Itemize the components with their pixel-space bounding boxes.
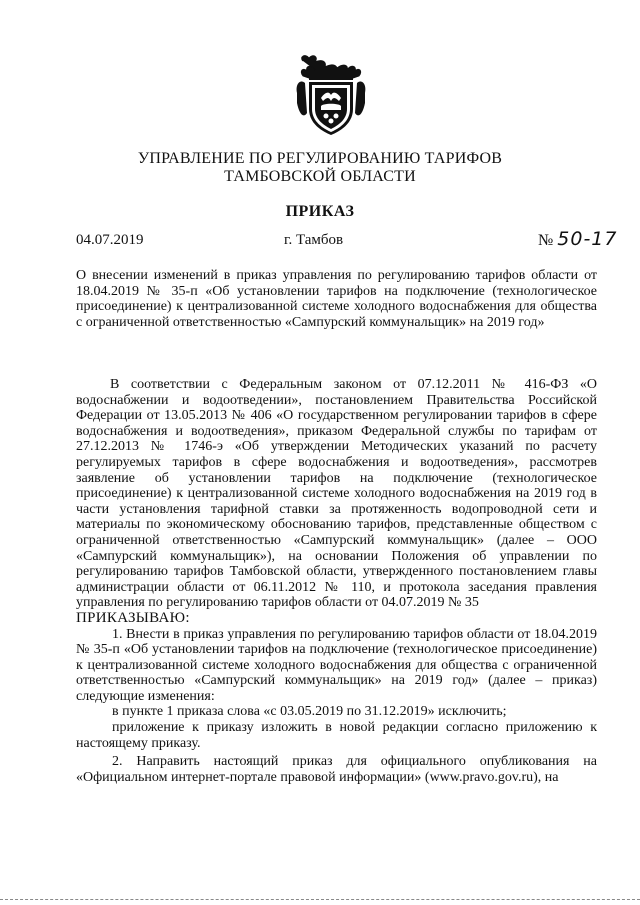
item-1-paragraph: 1. Внести в приказ управления по регулированию тарифов области от 18.04.2019 № 35-п «Об установлении тарифов на подключение (технологическое присоединение) к централизованной системе холодного водоснабжения для общества с ограниченной ответственностью «Сампурский коммунальщик» на 2019 год» (далее – приказ) следующие изменения: (76, 626, 597, 704)
order-body (76, 377, 597, 785)
directive-heading: ПРИКАЗЫВАЮ: (76, 609, 190, 626)
item-1-subpoint-1: в пункте 1 приказа слова «с 03.05.2019 по 31.12.2019» исключить; (112, 704, 507, 720)
organization-name-line2: ТАМБОВСКОЙ ОБЛАСТИ (224, 168, 416, 185)
item-2-paragraph: 2. Направить настоящий приказ для официального опубликования на «Официальном интернет-портале правовой информации» (www.pravo.gov.ru), на (76, 754, 597, 785)
order-number (538, 228, 617, 250)
document-type-title: ПРИКАЗ (285, 203, 355, 220)
order-city: г. Тамбов (284, 232, 344, 248)
preamble-paragraph: В соответствии с Федеральным законом от 07.12.2011 № 416-ФЗ «О водоснабжении и водоотведении», постановлением Правительства Российской Федерации от 13.05.2013 № 406 «О государственном регулировании тарифов в сфере водоснабжения и водоотведения», приказом Федеральной службы по тарифам от 27.12.2013 № 1746-э «Об утверждении Методических указаний по расчету регулируемых тарифов в сфере водоснабжения и водоотведения», рассмотрев заявление об установлении тарифов на подключение (технологическое присоединение) к централизованной системе холодного водоснабжения на 2019 год в части установления тарифной ставки за протяженность водопроводной сети и материалы по экономическому обоснованию тарифов, представленные обществом с ограниченной ответственностью «Сампурский коммунальщик» (далее – ООО «Сампурский коммунальщик»), на основании Положения об управлении по регулированию тарифов Тамбовской области, утвержденного постановлением главы администрации области от 06.11.2012 № 110, и протокола заседания правления управления по регулированию тарифов области от 04.07.2019 № 35 (76, 377, 597, 611)
order-subject: О внесении изменений в приказ управления по регулированию тарифов области от 18.04.2019 № 35-п «Об установлении тарифов на подключение (технологическое присоединение) к централизованной системе холодного водоснабжения для общества с ограниченной ответственностью «Сампурский коммунальщик» на 2019 год» (76, 268, 597, 330)
organization-name-line1: УПРАВЛЕНИЕ ПО РЕГУЛИРОВАНИЮ ТАРИФОВ (137, 150, 503, 167)
order-date: 04.07.2019 (76, 232, 144, 248)
coat-of-arms-icon (293, 53, 369, 137)
order-number-handwritten: 50-17 (557, 228, 618, 250)
page-bottom-edge (0, 899, 640, 901)
order-number-prefix: № (538, 232, 554, 249)
item-1-subpoint-2: приложение к приказу изложить в новой редакции согласно приложению к настоящему приказу. (76, 720, 597, 751)
